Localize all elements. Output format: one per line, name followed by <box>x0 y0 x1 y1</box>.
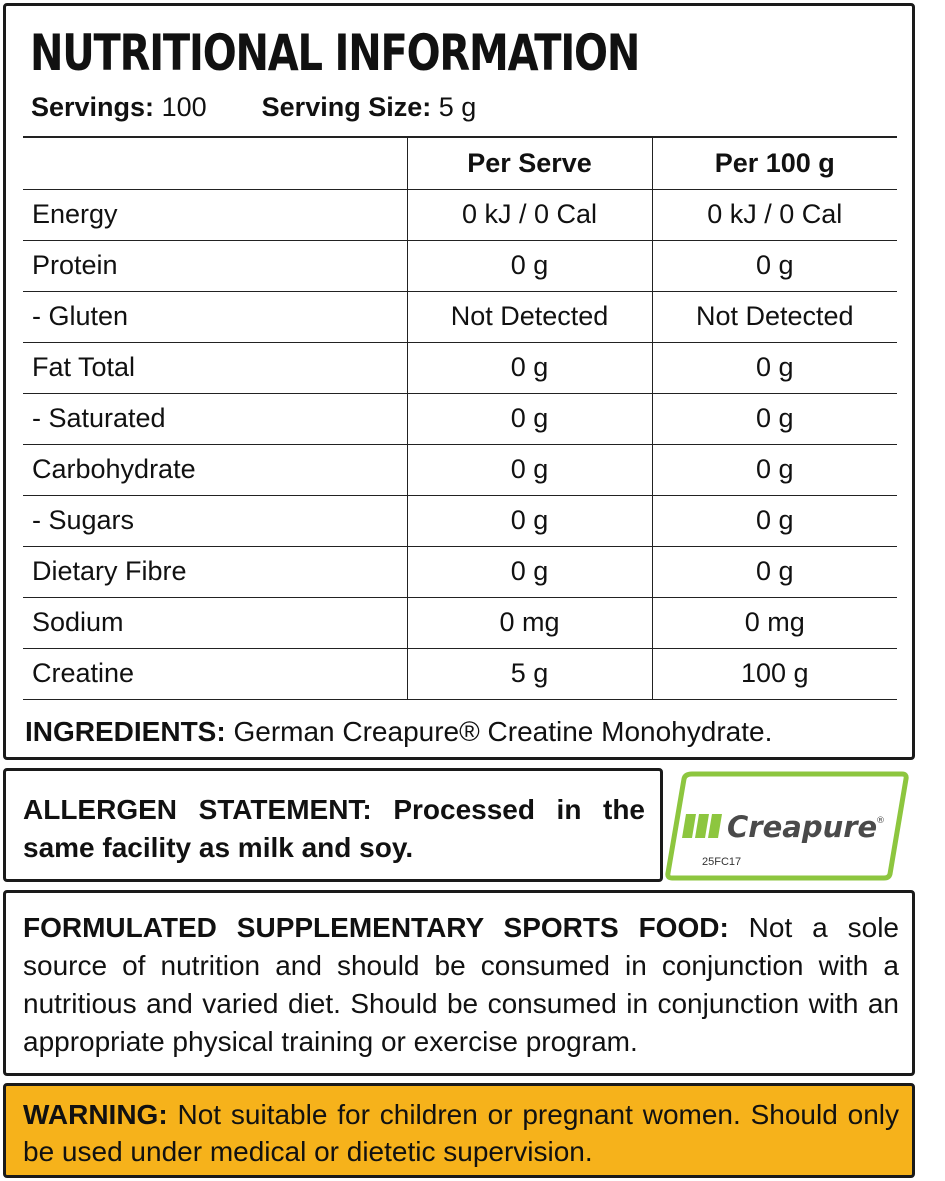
ingredients-line <box>25 716 772 748</box>
table-row <box>23 189 897 240</box>
nutrition-panel <box>3 3 915 760</box>
table-header-row <box>23 137 897 189</box>
row-label: - Gluten <box>23 291 407 342</box>
row-per-serve: 0 g <box>407 342 652 393</box>
row-per-100g: 0 mg <box>652 597 897 648</box>
allergen-box <box>3 768 663 882</box>
table-row <box>23 597 897 648</box>
row-per-100g: 0 kJ / 0 Cal <box>652 189 897 240</box>
table-row <box>23 495 897 546</box>
row-per-serve: 0 g <box>407 546 652 597</box>
table-row <box>23 648 897 699</box>
formulated-label: FORMULATED SUPPLEMENTARY SPORTS FOOD: <box>23 912 729 943</box>
row-per-serve: 5 g <box>407 648 652 699</box>
creapure-bars-icon <box>682 814 722 838</box>
formulated-statement <box>23 909 899 1061</box>
servings-line <box>31 92 476 123</box>
serving-size-value: 5 g <box>438 92 477 122</box>
table-row <box>23 444 897 495</box>
row-per-100g: 0 g <box>652 393 897 444</box>
servings-label: Servings: <box>31 92 155 122</box>
serving-size-label: Serving Size: <box>261 92 432 122</box>
row-per-100g: 0 g <box>652 444 897 495</box>
svg-text:®: ® <box>876 816 885 826</box>
row-label: Creatine <box>23 648 407 699</box>
row-label: Protein <box>23 240 407 291</box>
header-per-100g: Per 100 g <box>652 137 897 189</box>
warning-statement <box>23 1096 899 1170</box>
formulated-text: Not a sole source of nutrition and should be consumed in conjunction with a nutritious and varied diet. Should be consumed in conjunction with an appropriate physical training or exercise program. <box>23 912 899 1057</box>
row-per-100g: 0 g <box>652 495 897 546</box>
servings-value: 100 <box>161 92 207 122</box>
row-label: - Sugars <box>23 495 407 546</box>
panel-title: NUTRITIONAL INFORMATION <box>30 24 640 82</box>
row-per-100g: 0 g <box>652 342 897 393</box>
header-blank <box>23 137 407 189</box>
row-per-100g: Not Detected <box>652 291 897 342</box>
table-row <box>23 291 897 342</box>
table-row <box>23 546 897 597</box>
creapure-logo-graphic <box>664 770 910 882</box>
row-per-serve: 0 g <box>407 495 652 546</box>
ingredients-text: German Creapure® Creatine Monohydrate. <box>225 716 773 747</box>
row-per-100g: 100 g <box>652 648 897 699</box>
row-label: - Saturated <box>23 393 407 444</box>
row-per-100g: 0 g <box>652 240 897 291</box>
table-row <box>23 342 897 393</box>
row-label: Sodium <box>23 597 407 648</box>
creapure-logo <box>664 770 910 882</box>
row-label: Dietary Fibre <box>23 546 407 597</box>
row-label: Energy <box>23 189 407 240</box>
row-per-100g: 0 g <box>652 546 897 597</box>
creapure-wordmark: Creapure <box>727 810 878 844</box>
allergen-statement: ALLERGEN STATEMENT: Processed in the same facility as milk and soy. <box>23 794 645 863</box>
row-label: Carbohydrate <box>23 444 407 495</box>
table-row <box>23 393 897 444</box>
table-row <box>23 240 897 291</box>
formulated-box <box>3 890 915 1076</box>
row-per-serve: Not Detected <box>407 291 652 342</box>
warning-label: WARNING: <box>23 1099 168 1130</box>
header-per-serve: Per Serve <box>407 137 652 189</box>
warning-text: Not suitable for children or pregnant women. Should only be used under medical or dietetic supervision. <box>23 1099 899 1167</box>
row-per-serve: 0 kJ / 0 Cal <box>407 189 652 240</box>
creapure-code: 25FC17 <box>702 856 742 868</box>
ingredients-label: INGREDIENTS: <box>25 716 226 747</box>
row-per-serve: 0 g <box>407 240 652 291</box>
nutrition-table <box>23 136 897 700</box>
row-label: Fat Total <box>23 342 407 393</box>
warning-box <box>3 1083 915 1178</box>
row-per-serve: 0 g <box>407 393 652 444</box>
row-per-serve: 0 mg <box>407 597 652 648</box>
row-per-serve: 0 g <box>407 444 652 495</box>
